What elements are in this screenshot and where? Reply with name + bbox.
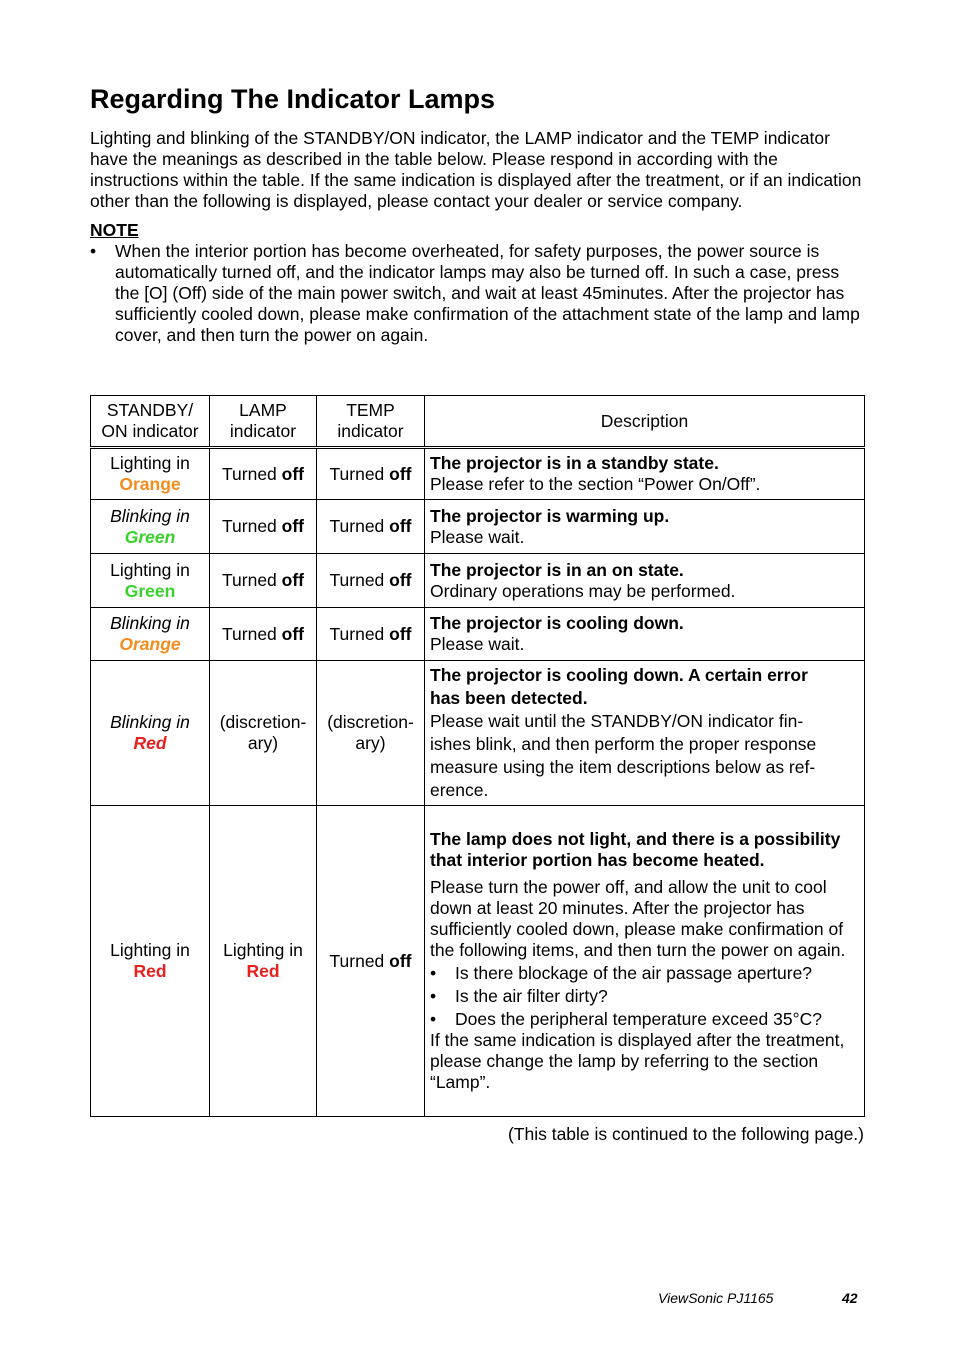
description-cell bbox=[425, 661, 865, 806]
temp-cell bbox=[317, 448, 425, 500]
table-row bbox=[91, 661, 865, 806]
header-temp-line2: indicator bbox=[337, 421, 404, 441]
note-text: When the interior portion has become overheated, for safety purposes, the power source is automatically turned off, and the indicator lamps may also be turned off. In such a case, press the [O] (Off) side of the main power switch, and wait at least 45minutes. After the projector has sufficiently cooled down, please make confirmation of the attachment state of the lamp and lamp cover, and then turn the power on again. bbox=[115, 241, 860, 345]
description-cell bbox=[425, 500, 865, 554]
turned-label: Turned bbox=[221, 570, 282, 590]
lamp-cell bbox=[210, 608, 317, 661]
header-standby-line2: ON indicator bbox=[101, 421, 199, 441]
temp-state-line2: ary) bbox=[355, 733, 386, 753]
off-label: off bbox=[281, 570, 305, 590]
list-item bbox=[430, 1009, 859, 1030]
description-heading: The lamp does not light, and there is a possibility that interior portion has become heated. bbox=[430, 829, 841, 870]
lamp-state-line1: (discretion- bbox=[219, 712, 307, 732]
description-text: Ordinary operations may be performed. bbox=[430, 580, 736, 601]
standby-cell bbox=[91, 661, 210, 806]
lamp-color: Red bbox=[246, 961, 280, 981]
lamp-cell bbox=[210, 500, 317, 554]
off-label: off bbox=[389, 516, 412, 536]
lamp-state: Lighting in bbox=[223, 940, 303, 960]
table-row bbox=[91, 500, 865, 554]
description-text-line2: ishes blink, and then perform the proper response bbox=[430, 734, 817, 754]
turned-label: Turned bbox=[221, 623, 282, 644]
description-text-line4: erence. bbox=[430, 780, 489, 800]
header-lamp-line2: indicator bbox=[229, 421, 297, 441]
temp-cell bbox=[317, 661, 425, 806]
header-standby-line1: STANDBY/ bbox=[106, 400, 194, 420]
turned-label: Turned bbox=[329, 950, 390, 971]
temp-cell bbox=[317, 608, 425, 661]
description-text-line1: Please wait until the STANDBY/ON indicator fin- bbox=[430, 711, 804, 731]
temp-cell bbox=[317, 806, 425, 1117]
standby-color: Orange bbox=[119, 474, 181, 494]
turned-label: Turned bbox=[329, 463, 390, 484]
page-content bbox=[90, 80, 864, 346]
note-title: NOTE bbox=[90, 220, 139, 240]
description-cell bbox=[425, 806, 865, 1117]
header-lamp bbox=[210, 396, 317, 448]
description-text: Please wait. bbox=[430, 634, 525, 654]
table-row bbox=[91, 806, 865, 1117]
description-heading: The projector is in an on state. bbox=[430, 559, 684, 580]
standby-color: Red bbox=[133, 733, 167, 753]
standby-cell bbox=[91, 554, 210, 608]
description-heading-line2: has been detected. bbox=[430, 688, 588, 708]
standby-cell bbox=[91, 448, 210, 500]
standby-color: Green bbox=[124, 526, 176, 547]
standby-state: Blinking in bbox=[110, 613, 190, 633]
standby-color: Red bbox=[133, 961, 167, 981]
lamp-cell bbox=[210, 448, 317, 500]
standby-state: Lighting in bbox=[110, 559, 190, 580]
temp-cell bbox=[317, 554, 425, 608]
turned-label: Turned bbox=[221, 516, 282, 536]
standby-state: Blinking in bbox=[110, 505, 190, 526]
table-row bbox=[91, 608, 865, 661]
standby-cell bbox=[91, 500, 210, 554]
description-footer: If the same indication is displayed after the treatment, please change the lamp by referring to the section “Lamp”. bbox=[430, 1030, 845, 1092]
description-heading-line1: The projector is cooling down. A certain error bbox=[430, 665, 808, 685]
header-temp bbox=[317, 396, 425, 448]
header-standby bbox=[91, 396, 210, 448]
list-item-text: Is the air filter dirty? bbox=[455, 986, 608, 1006]
lamp-cell bbox=[210, 806, 317, 1117]
description-heading: The projector is in a standby state. bbox=[430, 453, 719, 473]
temp-state-line1: (discretion- bbox=[327, 712, 414, 732]
off-label: off bbox=[281, 463, 305, 484]
table-row bbox=[91, 448, 865, 500]
standby-state: Lighting in bbox=[110, 940, 190, 960]
table-header-row bbox=[91, 396, 865, 448]
standby-cell bbox=[91, 806, 210, 1117]
description-cell bbox=[425, 608, 865, 661]
intro-paragraph: Lighting and blinking of the STANDBY/ON indicator, the LAMP indicator and the TEMP indicator have the meanings as described in the table below. Please respond in according with the instructions within the table. If the same indication is displayed after the treatment, or if an indication other than the following is displayed, please contact your dealer or service company. bbox=[90, 128, 862, 211]
temp-cell bbox=[317, 500, 425, 554]
header-description: Description bbox=[425, 396, 865, 448]
bullet: • bbox=[90, 241, 97, 261]
continued-note: (This table is continued to the following page.) bbox=[507, 1124, 864, 1144]
page-title: Regarding The Indicator Lamps bbox=[90, 84, 496, 114]
standby-state: Lighting in bbox=[110, 453, 190, 473]
lamp-cell bbox=[210, 554, 317, 608]
description-heading: The projector is warming up. bbox=[430, 505, 670, 526]
page-number: 42 bbox=[842, 1290, 858, 1306]
table-row bbox=[91, 554, 865, 608]
description-text: Please turn the power off, and allow the unit to cool down at least 20 minutes. After the projector has sufficiently cooled down, please make confirmation of the following items, and then turn the power on again. bbox=[430, 877, 846, 960]
description-cell bbox=[425, 448, 865, 500]
list-item-text: Is there blockage of the air passage aperture? bbox=[455, 963, 813, 983]
description-text-line3: measure using the item descriptions below as ref- bbox=[430, 757, 816, 777]
bullet: • bbox=[430, 963, 437, 983]
standby-color: Green bbox=[124, 580, 176, 601]
turned-label: Turned bbox=[329, 516, 390, 536]
off-label: off bbox=[281, 623, 305, 644]
description-text: Please refer to the section “Power On/Off”. bbox=[430, 474, 761, 494]
note-item bbox=[90, 241, 864, 346]
indicator-table bbox=[90, 395, 865, 1117]
footer-brand: ViewSonic PJ1165 bbox=[658, 1290, 774, 1306]
off-label: off bbox=[389, 570, 412, 590]
list-item bbox=[430, 986, 859, 1007]
header-lamp-line1: LAMP bbox=[239, 400, 287, 420]
lamp-state-line2: ary) bbox=[247, 733, 279, 753]
turned-label: Turned bbox=[221, 463, 282, 484]
description-heading: The projector is cooling down. bbox=[430, 613, 684, 633]
turned-label: Turned bbox=[329, 623, 390, 644]
off-label: off bbox=[389, 950, 412, 971]
header-temp-line1: TEMP bbox=[346, 400, 395, 420]
standby-state: Blinking in bbox=[110, 712, 190, 732]
turned-label: Turned bbox=[329, 570, 390, 590]
standby-color: Orange bbox=[119, 634, 181, 654]
bullet: • bbox=[430, 1009, 437, 1029]
description-text: Please wait. bbox=[430, 526, 525, 547]
off-label: off bbox=[389, 623, 412, 644]
list-item bbox=[430, 963, 859, 984]
off-label: off bbox=[389, 463, 412, 484]
description-cell bbox=[425, 554, 865, 608]
list-item-text: Does the peripheral temperature exceed 35°C? bbox=[455, 1009, 822, 1029]
bullet: • bbox=[430, 986, 437, 1006]
lamp-cell bbox=[210, 661, 317, 806]
off-label: off bbox=[281, 516, 305, 536]
standby-cell bbox=[91, 608, 210, 661]
